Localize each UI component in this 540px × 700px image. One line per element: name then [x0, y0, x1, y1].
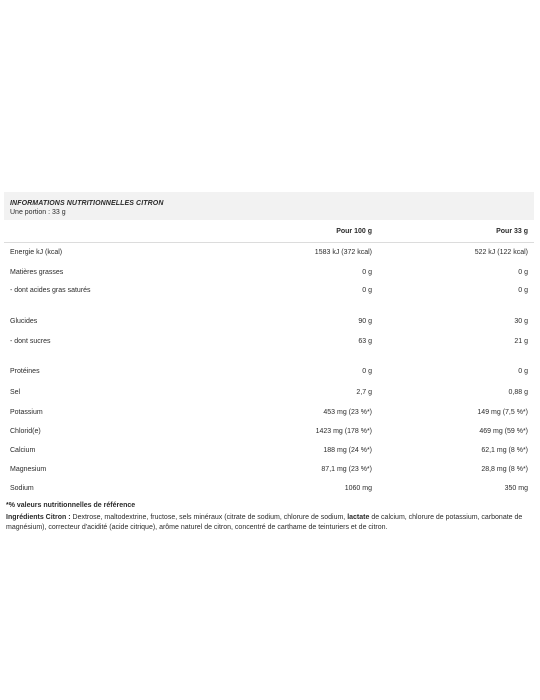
nutrition-table: [4, 220, 534, 498]
row-value-per-100g: 1423 mg (178 %*): [315, 427, 372, 435]
row-label: - dont acides gras saturés: [10, 287, 91, 294]
row-value-per-33g: 0,88 g: [508, 389, 528, 396]
row-value-per-100g: 0 g: [362, 269, 372, 276]
table-row: [4, 333, 534, 351]
table-row: [4, 351, 534, 383]
row-value-per-33g: 62,1 mg (8 %*): [481, 446, 528, 454]
column-header-per-100g: Pour 100 g: [256, 220, 378, 243]
reference-footnote: *% valeurs nutritionnelles de référence: [6, 501, 136, 509]
nutrition-header: [4, 192, 534, 220]
row-value-per-100g: 0 g: [362, 368, 372, 375]
row-value-per-100g: 87,1 mg (23 %*): [321, 465, 372, 473]
row-value-per-33g: 522 kJ (122 kcal): [474, 249, 528, 257]
table-header-row: [4, 220, 534, 243]
table-row: [4, 383, 534, 403]
table-row: [4, 283, 534, 299]
row-value-per-33g: 0 g: [518, 368, 528, 375]
row-label: Energie kJ (kcal): [10, 249, 63, 257]
row-value-per-33g: 30 g: [514, 318, 528, 325]
row-value-per-33g: 350 mg: [504, 484, 528, 492]
table-row: [4, 422, 534, 441]
ingredients-part-2: de calcium, chlorure de potassium, carbonate de magnésium), correcteur d'acidité (acide citrique), arôme naturel de citron, concentré de carthame de teinturiers et de citron.: [6, 513, 523, 531]
row-label: - dont sucres: [10, 338, 51, 345]
ingredients-bold-word: lactate: [347, 513, 370, 521]
row-value-per-33g: 21 g: [514, 338, 528, 345]
row-value-per-100g: 1583 kJ (372 kcal): [314, 249, 372, 257]
row-label: Matières grasses: [10, 269, 64, 276]
row-label: Sel: [10, 389, 21, 396]
table-row: [4, 460, 534, 479]
row-value-per-33g: 469 mg (59 %*): [479, 427, 528, 435]
row-value-per-100g: 453 mg (23 %*): [323, 408, 372, 416]
row-value-per-33g: 28,8 mg (8 %*): [481, 465, 528, 473]
table-row: [4, 479, 534, 498]
row-label: Protéines: [10, 368, 40, 375]
ingredients-label: Ingrédients Citron :: [6, 513, 71, 521]
row-value-per-33g: 149 mg (7,5 %*): [477, 408, 528, 416]
table-row: [4, 441, 534, 460]
row-value-per-33g: 0 g: [518, 269, 528, 276]
row-value-per-100g: 188 mg (24 %*): [323, 446, 372, 454]
ingredients-part-1: Dextrose, maltodextrine, fructose, sels minéraux (citrate de sodium, chlorure de sodium,: [70, 513, 348, 521]
table-row: [4, 263, 534, 283]
nutrition-title: INFORMATIONS NUTRITIONNELLES CITRON: [10, 200, 164, 207]
row-value-per-100g: 63 g: [358, 338, 372, 345]
row-label: Calcium: [10, 446, 36, 454]
row-value-per-100g: 2,7 g: [356, 389, 372, 396]
column-header-per-33g: Pour 33 g: [378, 220, 534, 243]
table-row: [4, 403, 534, 422]
table-row: [4, 243, 534, 263]
row-value-per-100g: 90 g: [358, 318, 372, 325]
row-label: Magnesium: [10, 465, 47, 473]
nutrition-panel: [4, 192, 534, 533]
row-value-per-100g: 1060 mg: [344, 484, 372, 492]
row-label: Sodium: [10, 484, 34, 492]
row-label: Chlorid(e): [10, 427, 41, 435]
row-value-per-33g: 0 g: [518, 287, 528, 294]
table-row: [4, 299, 534, 333]
row-value-per-100g: 0 g: [362, 287, 372, 294]
row-label: Glucides: [10, 318, 38, 325]
portion-size: Une portion : 33 g: [10, 209, 66, 216]
column-header-nutrient: [4, 220, 256, 243]
row-label: Potassium: [10, 408, 43, 416]
ingredients-text: [4, 513, 526, 533]
